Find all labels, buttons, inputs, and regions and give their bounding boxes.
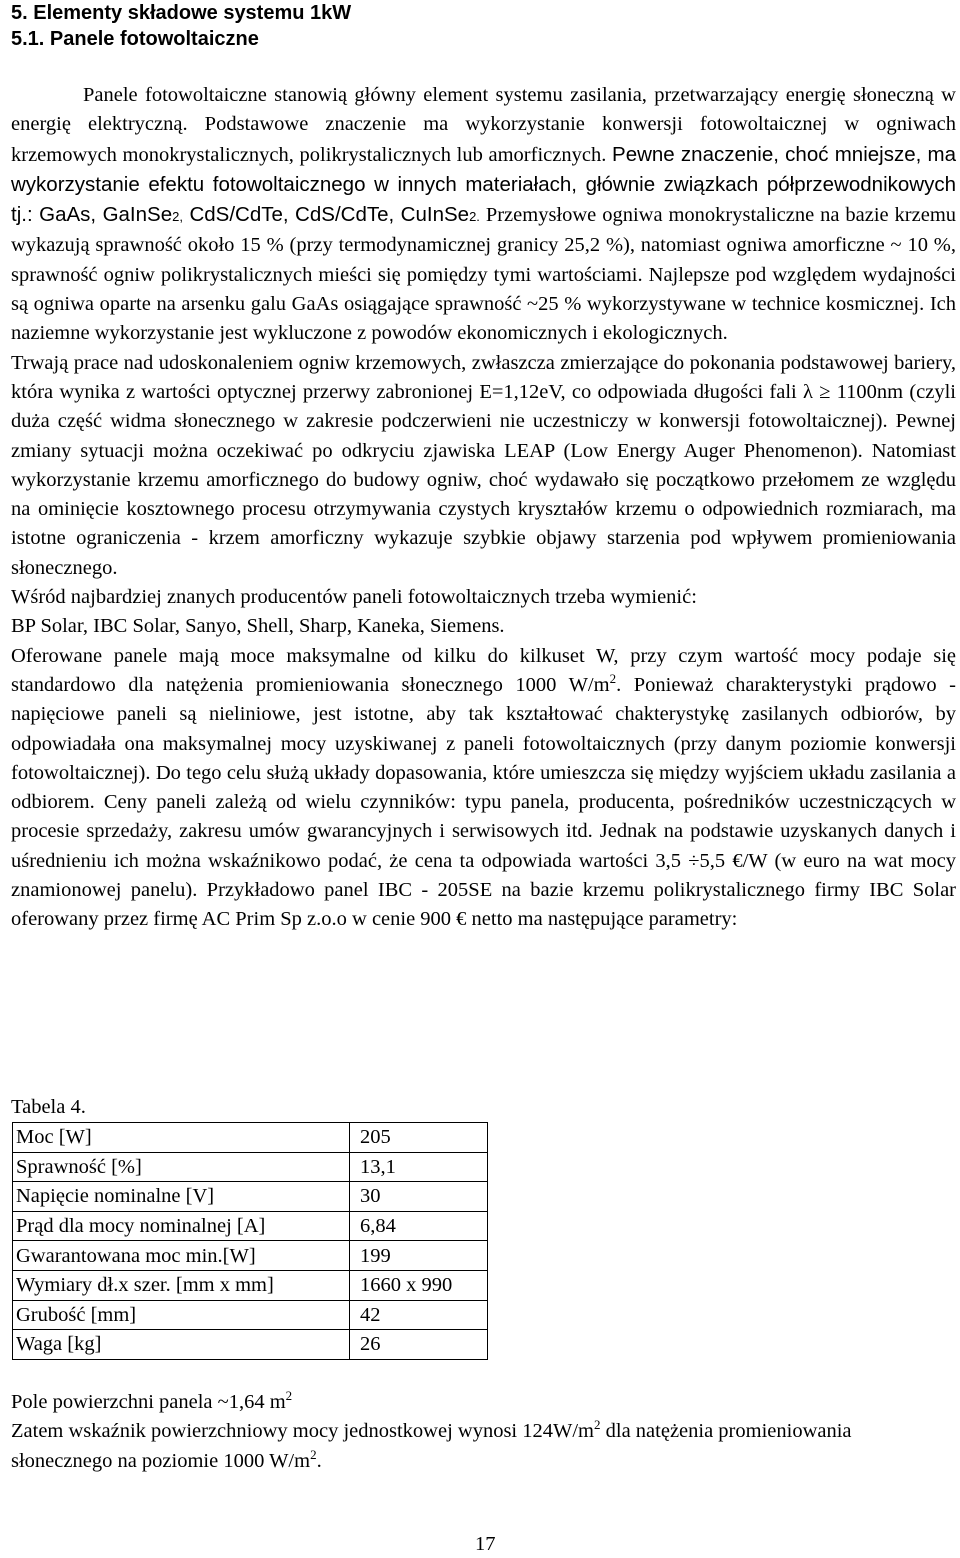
- section-heading: 5. Elementy składowe systemu 1kW: [11, 2, 352, 24]
- table-cell-value: 6,84: [350, 1211, 488, 1241]
- table-row: [13, 1270, 488, 1300]
- table-cell-label: Wymiary dł.x szer. [mm x mm]: [13, 1270, 350, 1300]
- superscript: 2: [594, 1417, 601, 1433]
- table-cell-label: Napięcie nominalne [V]: [13, 1182, 350, 1212]
- table-cell-label: Waga [kg]: [13, 1330, 350, 1360]
- table-cell-label: Prąd dla mocy nominalnej [A]: [13, 1211, 350, 1241]
- table-cell-value: 205: [350, 1123, 488, 1153]
- paragraph-prices-a: Oferowane panele mają moce maksymalne od kilku do kilkuset W, przy czym wartość mocy podaje się standardowo dla natężenia promieniowania słonecznego 1000 W/m: [11, 644, 956, 696]
- table-row: [13, 1123, 488, 1153]
- area-text: Pole powierzchni panela ~1,64 m: [11, 1391, 286, 1413]
- superscript: 2: [310, 1446, 317, 1462]
- table-row: [13, 1241, 488, 1271]
- index-text-a: Zatem wskaźnik powierzchniowy mocy jednostkowej wynosi 124W/m: [11, 1420, 594, 1443]
- table-row: [13, 1182, 488, 1212]
- paragraph-intro: [11, 81, 956, 349]
- area-line: [11, 1388, 956, 1417]
- paragraph-intro-sans-2: CdS/CdTe, CdS/CdTe, CuInSe: [182, 203, 470, 227]
- parameters-table-body: [13, 1123, 488, 1360]
- table-row: [13, 1330, 488, 1360]
- table-cell-value: 42: [350, 1300, 488, 1330]
- table-row: [13, 1211, 488, 1241]
- parameters-table: [12, 1122, 488, 1360]
- index-line: [11, 1417, 956, 1476]
- table-cell-value: 26: [350, 1330, 488, 1360]
- table-row: [13, 1152, 488, 1182]
- body-text: [11, 81, 956, 935]
- area-summary: [11, 1388, 956, 1476]
- superscript: 2: [285, 1388, 293, 1403]
- table-cell-value: 199: [350, 1241, 488, 1271]
- paragraph-prices-b: . Ponieważ charakterystyki prądowo - napięciowe paneli są nieliniowe, jest istotne, aby tak kształtować chakterystykę zasilanych odbiorów, by odpowiadała ona maksymalnej mocy uzyskiwanej z paneli fotowoltaicznych (przy danym poziomie konwersji fotowoltaicznej). Do tego celu służą układy dopasowania, które umieszcza się między wyjściem układu zasilania a odbiorem. Ceny paneli zależą od wielu czynników: typu panela, producenta, pośredników uczestniczących w procesie sprzedaży, zakresu umów gwarancyjnych i serwisowych itd. Jednak na podstawie uzyskanych danych i uśrednieniu ich można wskaźnikowo podać, że cena ta odpowiada wartości 3,5 ÷5,5 €/W (w euro na wat mocy znamionowej panelu). Przykładowo panel IBC - 205SE na bazie krzemu polikrystalicznego firmy IBC Solar oferowany przez firmę AC Prim Sp z.o.o w cenie 900 € netto ma następujące parametry:: [11, 673, 956, 931]
- table-cell-label: Grubość [mm]: [13, 1300, 350, 1330]
- paragraph-research: Trwają prace nad udoskonaleniem ogniw krzemowych, zwłaszcza zmierzające do pokonania podstawowej bariery, która wynika z wartości optycznej przerwy zabronionej E=1,12eV, co odpowiada długości fali λ ≥ 1100nm (czyli duża część widma słonecznego w zakresie podczerwieni nie uczestniczy w konwersji fotowoltaicznej). Pewnej zmiany sytuacji można oczekiwać po odkryciu zjawiska LEAP (Low Energy Auger Phenomenon). Natomiast wykorzystanie krzemu amorficznego do budowy ogniw, choć wydawało się początkowo przełomem ze względu na ominięcie kosztownego procesu otrzymywania czystych kryształów krzemu o odpowiednich rozmiarach, ma istotne ograniczenia - krzem amorficzny wykazuje szybkie objawy starzenia pod wpływem promieniowania słonecznego.: [11, 351, 956, 579]
- index-text-b: dla natężenia promieniowania słonecznego na poziomie 1000 W/m: [11, 1420, 852, 1472]
- paragraph-intro-serif-2: Przemysłowe ogniwa monokrystaliczne na bazie krzemu wykazują sprawność około 15 % (przy termodynamicznej granicy 25,2 %), natomiast ogniwa amorficzne ~ 10 %, sprawność ogniw polikrystalicznych mieści się pomiędzy tymi wartościami. Najlepsze pod względem wydajności są ogniwa oparte na arsenku galu GaAs osiągające sprawność ~25 % wykorzystywane w technice kosmicznej. Ich naziemne wykorzystanie jest wykluczone z powodów ekonomicznych i ekologicznych.: [11, 204, 957, 345]
- paragraph-producers-intro: Wśród najbardziej znanych producentów paneli fotowoltaicznych trzeba wymienić:: [11, 586, 697, 609]
- index-text-c: .: [316, 1449, 322, 1472]
- table-row: [13, 1300, 488, 1330]
- paragraph-prices: [11, 642, 956, 935]
- subsection-heading: 5.1. Panele fotowoltaiczne: [11, 28, 259, 50]
- table-cell-value: 13,1: [350, 1152, 488, 1182]
- subscript: 2.: [469, 209, 480, 225]
- table-cell-value: 1660 x 990: [350, 1270, 488, 1300]
- table-cell-value: 30: [350, 1182, 488, 1212]
- table-cell-label: Moc [W]: [13, 1123, 350, 1153]
- paragraph-producers-list: BP Solar, IBC Solar, Sanyo, Shell, Sharp, Kaneka, Siemens.: [11, 615, 505, 638]
- table-cell-label: Sprawność [%]: [13, 1152, 350, 1182]
- superscript: 2: [609, 670, 617, 686]
- table-cell-label: Gwarantowana moc min.[W]: [13, 1241, 350, 1271]
- page-number: 17: [475, 1533, 496, 1555]
- paragraph-intro-serif: Panele fotowoltaiczne stanowią główny element systemu zasilania, przetwarzający energię słoneczną w energię elektryczną. Podstawowe znaczenie ma wykorzystanie konwersji fotowoltaicznej w ogniwach krzemowych monokrystalicznych, polikrystalicznych lub amorficznych.: [11, 84, 956, 166]
- subscript: 2,: [172, 209, 183, 225]
- paragraph-intro-sans: Pewne znaczenie, choć mniejsze, ma wykorzystanie efektu fotowoltaicznego w innych materiałach, głównie związkach półprzewodnikowych tj.: GaAs, GaInSe: [11, 142, 957, 227]
- table-caption: Tabela 4.: [11, 1096, 86, 1118]
